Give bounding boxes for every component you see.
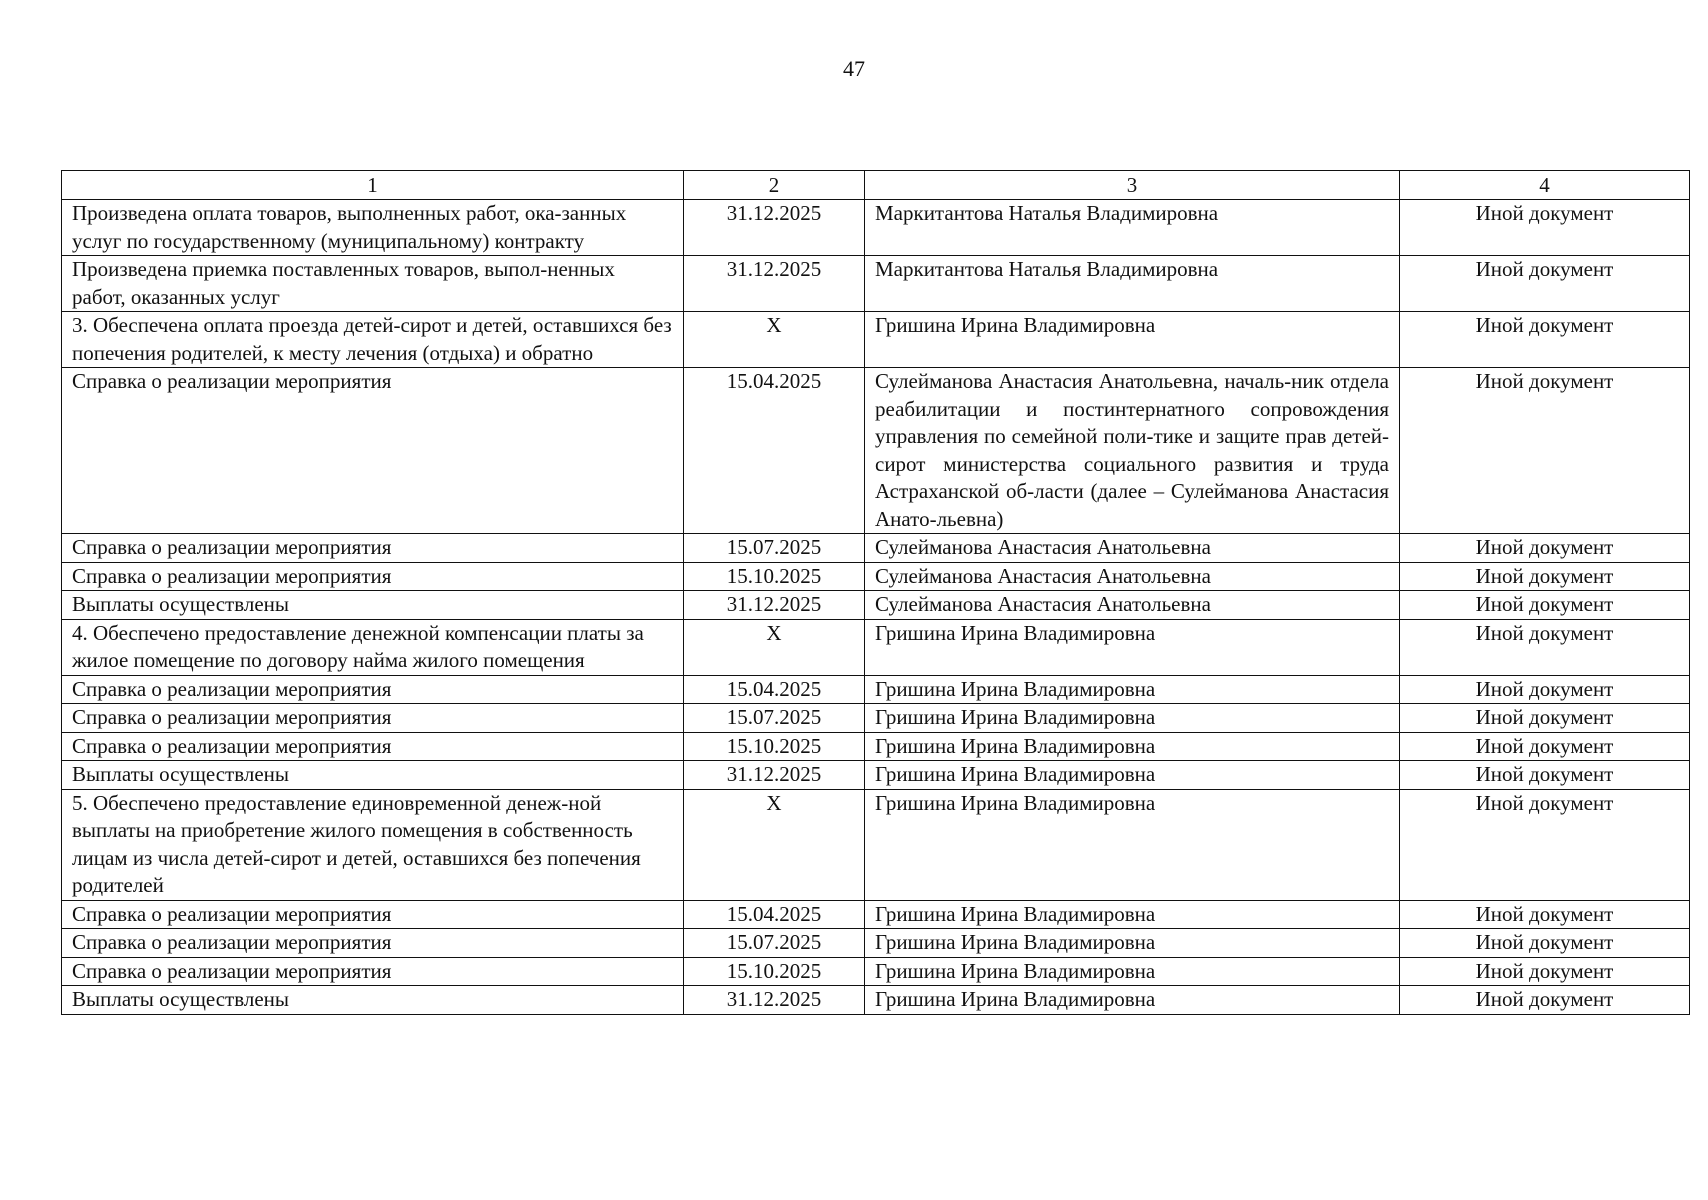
row-description: Выплаты осуществлены — [62, 591, 684, 620]
row-responsible: Гришина Ирина Владимировна — [865, 957, 1400, 986]
row-responsible: Гришина Ирина Владимировна — [865, 761, 1400, 790]
row-document: Иной документ — [1400, 675, 1690, 704]
row-description: Справка о реализации мероприятия — [62, 704, 684, 733]
row-date: 15.04.2025 — [684, 368, 865, 534]
table-row — [62, 986, 1690, 1015]
page-number: 47 — [843, 56, 865, 81]
header-row — [62, 171, 1690, 200]
row-responsible: Гришина Ирина Владимировна — [865, 929, 1400, 958]
row-date: 31.12.2025 — [684, 256, 865, 312]
row-date: 15.07.2025 — [684, 704, 865, 733]
row-responsible: Гришина Ирина Владимировна — [865, 789, 1400, 900]
row-document: Иной документ — [1400, 986, 1690, 1015]
implementation-plan-table — [61, 170, 1690, 1015]
row-date: 15.10.2025 — [684, 732, 865, 761]
row-responsible: Сулейманова Анастасия Анатольевна, началь-​ник отдела реабилитации и постинтернатного сопровождения управления по семейной поли-​тике и защите прав детей-сирот министерства социального развития и труда Астраханской об-​ласти (далее – Сулейманова Анастасия Анато-​льевна) — [865, 368, 1400, 534]
row-date: X — [684, 619, 865, 675]
row-date: 15.04.2025 — [684, 675, 865, 704]
row-document: Иной документ — [1400, 929, 1690, 958]
row-responsible: Гришина Ирина Владимировна — [865, 704, 1400, 733]
row-document: Иной документ — [1400, 591, 1690, 620]
table-row — [62, 591, 1690, 620]
table-row — [62, 619, 1690, 675]
table-body — [62, 200, 1690, 1015]
row-date: 15.10.2025 — [684, 957, 865, 986]
table-row — [62, 900, 1690, 929]
table-row — [62, 200, 1690, 256]
row-document: Иной документ — [1400, 312, 1690, 368]
row-description: Справка о реализации мероприятия — [62, 900, 684, 929]
row-document: Иной документ — [1400, 200, 1690, 256]
row-document: Иной документ — [1400, 368, 1690, 534]
table-row — [62, 368, 1690, 534]
row-description: Выплаты осуществлены — [62, 986, 684, 1015]
row-responsible: Маркитантова Наталья Владимировна — [865, 200, 1400, 256]
row-responsible: Сулейманова Анастасия Анатольевна — [865, 591, 1400, 620]
row-date: 15.07.2025 — [684, 534, 865, 563]
row-description: 5. Обеспечено предоставление единовременной денеж-​ной выплаты на приобретение жилого помещения в собственность лицам из числа детей-сирот и детей, оставшихся без попечения родителей — [62, 789, 684, 900]
row-description: Справка о реализации мероприятия — [62, 929, 684, 958]
row-document: Иной документ — [1400, 900, 1690, 929]
row-date: X — [684, 789, 865, 900]
row-date: 15.07.2025 — [684, 929, 865, 958]
row-date: 31.12.2025 — [684, 761, 865, 790]
row-date: 31.12.2025 — [684, 591, 865, 620]
row-document: Иной документ — [1400, 732, 1690, 761]
row-document: Иной документ — [1400, 957, 1690, 986]
table-row — [62, 929, 1690, 958]
row-document: Иной документ — [1400, 704, 1690, 733]
row-responsible: Гришина Ирина Владимировна — [865, 900, 1400, 929]
row-date: 31.12.2025 — [684, 986, 865, 1015]
row-document: Иной документ — [1400, 256, 1690, 312]
row-description: Выплаты осуществлены — [62, 761, 684, 790]
table-header — [62, 171, 1690, 200]
row-description: Справка о реализации мероприятия — [62, 368, 684, 534]
row-responsible: Сулейманова Анастасия Анатольевна — [865, 562, 1400, 591]
row-description: Справка о реализации мероприятия — [62, 562, 684, 591]
row-description: Справка о реализации мероприятия — [62, 957, 684, 986]
column-header-4: 4 — [1400, 171, 1690, 200]
row-document: Иной документ — [1400, 789, 1690, 900]
row-responsible: Гришина Ирина Владимировна — [865, 675, 1400, 704]
row-description: 3. Обеспечена оплата проезда детей-сирот и детей, оставшихся без попечения родителей, к месту лечения (отдыха) и обратно — [62, 312, 684, 368]
table-row — [62, 675, 1690, 704]
row-responsible: Гришина Ирина Владимировна — [865, 732, 1400, 761]
row-responsible: Сулейманова Анастасия Анатольевна — [865, 534, 1400, 563]
row-description: 4. Обеспечено предоставление денежной компенсации платы за жилое помещение по договору найма жилого помещения — [62, 619, 684, 675]
row-description: Справка о реализации мероприятия — [62, 534, 684, 563]
row-responsible: Гришина Ирина Владимировна — [865, 986, 1400, 1015]
column-header-3: 3 — [865, 171, 1400, 200]
row-date: 31.12.2025 — [684, 200, 865, 256]
table-row — [62, 732, 1690, 761]
row-document: Иной документ — [1400, 619, 1690, 675]
row-document: Иной документ — [1400, 761, 1690, 790]
row-responsible: Гришина Ирина Владимировна — [865, 619, 1400, 675]
row-description: Справка о реализации мероприятия — [62, 732, 684, 761]
row-description: Произведена приемка поставленных товаров, выпол-​ненных работ, оказанных услуг — [62, 256, 684, 312]
row-responsible: Гришина Ирина Владимировна — [865, 312, 1400, 368]
table-row — [62, 256, 1690, 312]
row-description: Произведена оплата товаров, выполненных работ, ока-​занных услуг по государственному (муниципальному) контракту — [62, 200, 684, 256]
table-row — [62, 534, 1690, 563]
row-date: 15.10.2025 — [684, 562, 865, 591]
table-row — [62, 789, 1690, 900]
table-row — [62, 704, 1690, 733]
row-description: Справка о реализации мероприятия — [62, 675, 684, 704]
row-responsible: Маркитантова Наталья Владимировна — [865, 256, 1400, 312]
table-row — [62, 957, 1690, 986]
row-document: Иной документ — [1400, 562, 1690, 591]
row-document: Иной документ — [1400, 534, 1690, 563]
column-header-2: 2 — [684, 171, 865, 200]
column-header-1: 1 — [62, 171, 684, 200]
table-row — [62, 761, 1690, 790]
row-date: X — [684, 312, 865, 368]
row-date: 15.04.2025 — [684, 900, 865, 929]
table-row — [62, 312, 1690, 368]
table-row — [62, 562, 1690, 591]
